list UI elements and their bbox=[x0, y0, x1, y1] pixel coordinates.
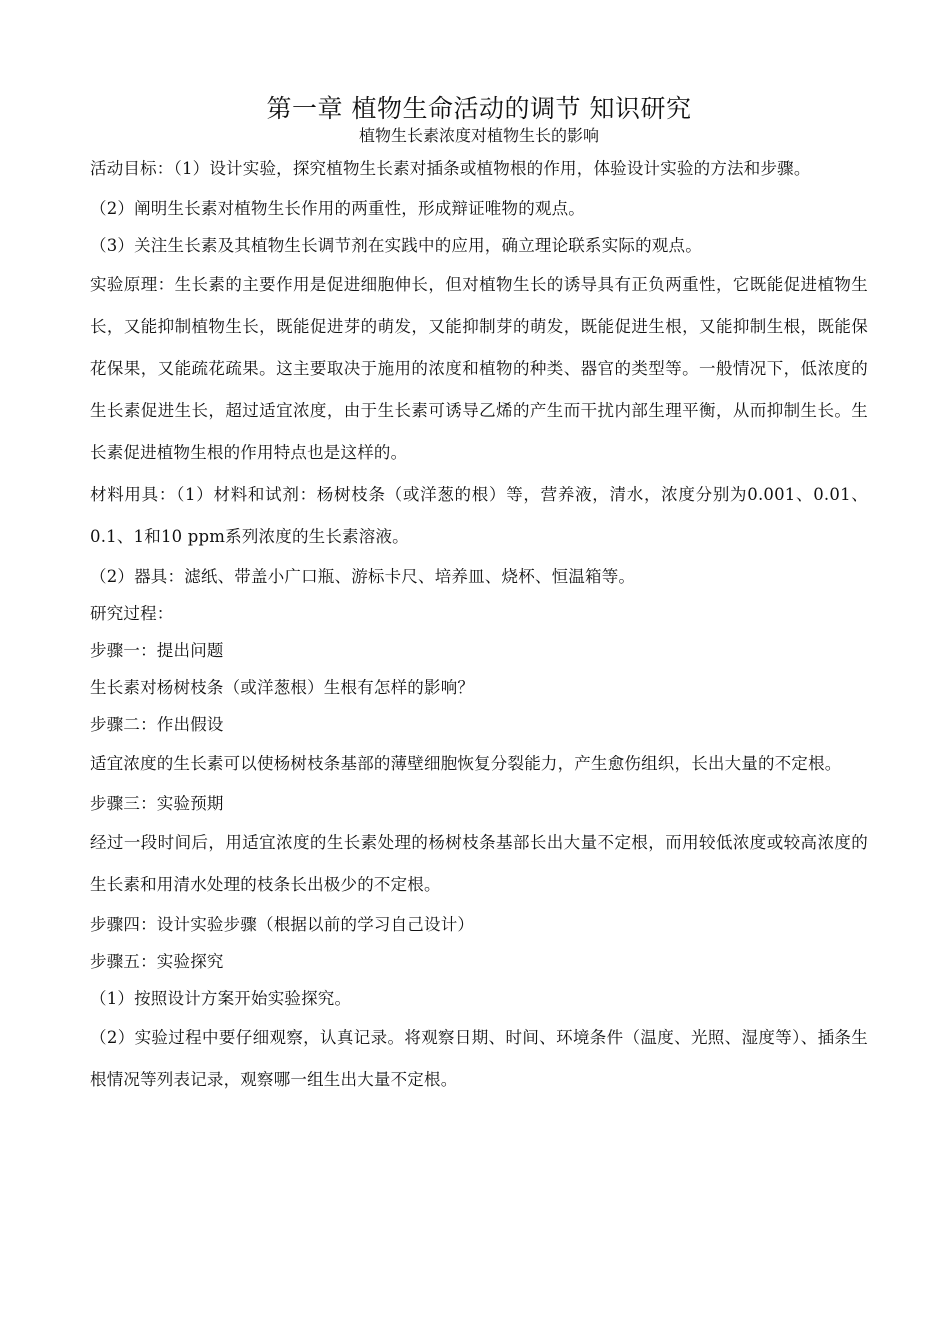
paragraph-objective-1: 活动目标：（1）设计实验，探究植物生长素对插条或植物根的作用，体验设计实验的方法和步骤。 bbox=[90, 159, 811, 178]
paragraph-materials-2: （2）器具：滤纸、带盖小广口瓶、游标卡尺、培养皿、烧杯、恒温箱等。 bbox=[90, 567, 636, 586]
paragraph-step5-heading: 步骤五：实验探究 bbox=[90, 952, 224, 971]
paragraph-materials-1: 材料用具：（1）材料和试剂：杨树枝条（或洋葱的根）等，营养液，清水，浓度分别为0.001、0.01、0.1、1和10 ppm系列浓度的生长素溶液。 bbox=[90, 485, 868, 546]
paragraph-step3-body: 经过一段时间后，用适宜浓度的生长素处理的杨树枝条基部长出大量不定根，而用较低浓度或较高浓度的生长素和用清水处理的枝条长出极少的不定根。 bbox=[90, 833, 868, 894]
paragraph-step5-item1: （1）按照设计方案开始实验探究。 bbox=[90, 989, 352, 1008]
page-title: 第一章 植物生命活动的调节 知识研究 bbox=[266, 94, 692, 123]
paragraph-step2-heading: 步骤二：作出假设 bbox=[90, 715, 224, 734]
paragraph-objective-3: （3）关注生长素及其植物生长调节剂在实践中的应用，确立理论联系实际的观点。 bbox=[90, 236, 702, 255]
paragraph-step1-body: 生长素对杨树枝条（或洋葱根）生根有怎样的影响？ bbox=[90, 678, 475, 697]
paragraph-step2-body: 适宜浓度的生长素可以使杨树枝条基部的薄壁细胞恢复分裂能力，产生愈伤组织，长出大量的不定根。 bbox=[90, 754, 842, 773]
paragraph-principle: 实验原理：生长素的主要作用是促进细胞伸长，但对植物生长的诱导具有正负两重性，它既能促进植物生长，又能抑制植物生长，既能促进芽的萌发，又能抑制芽的萌发，既能促进生根，又能抑制生根，既能保花保果，又能疏花疏果。这主要取决于施用的浓度和植物的种类、器官的类型等。一般情况下，低浓度的生长素促进生长，超过适宜浓度，由于生长素可诱导乙烯的产生而干扰内部生理平衡，从而抑制生长。生长素促进植物生根的作用特点也是这样的。 bbox=[90, 275, 868, 462]
paragraph-objective-2: （2）阐明生长素对植物生长作用的两重性，形成辩证唯物的观点。 bbox=[90, 199, 585, 218]
page-subtitle: 植物生长素浓度对植物生长的影响 bbox=[358, 126, 599, 145]
paragraph-step1-heading: 步骤一：提出问题 bbox=[90, 641, 224, 660]
paragraph-step3-heading: 步骤三：实验预期 bbox=[90, 794, 224, 813]
paragraph-step4-heading: 步骤四：设计实验步骤（根据以前的学习自己设计） bbox=[90, 915, 475, 934]
paragraph-process-heading: 研究过程： bbox=[90, 604, 174, 623]
paragraph-step5-item2: （2）实验过程中要仔细观察，认真记录。将观察日期、时间、环境条件（温度、光照、湿度等）、插条生根情况等列表记录，观察哪一组生出大量不定根。 bbox=[90, 1028, 868, 1089]
